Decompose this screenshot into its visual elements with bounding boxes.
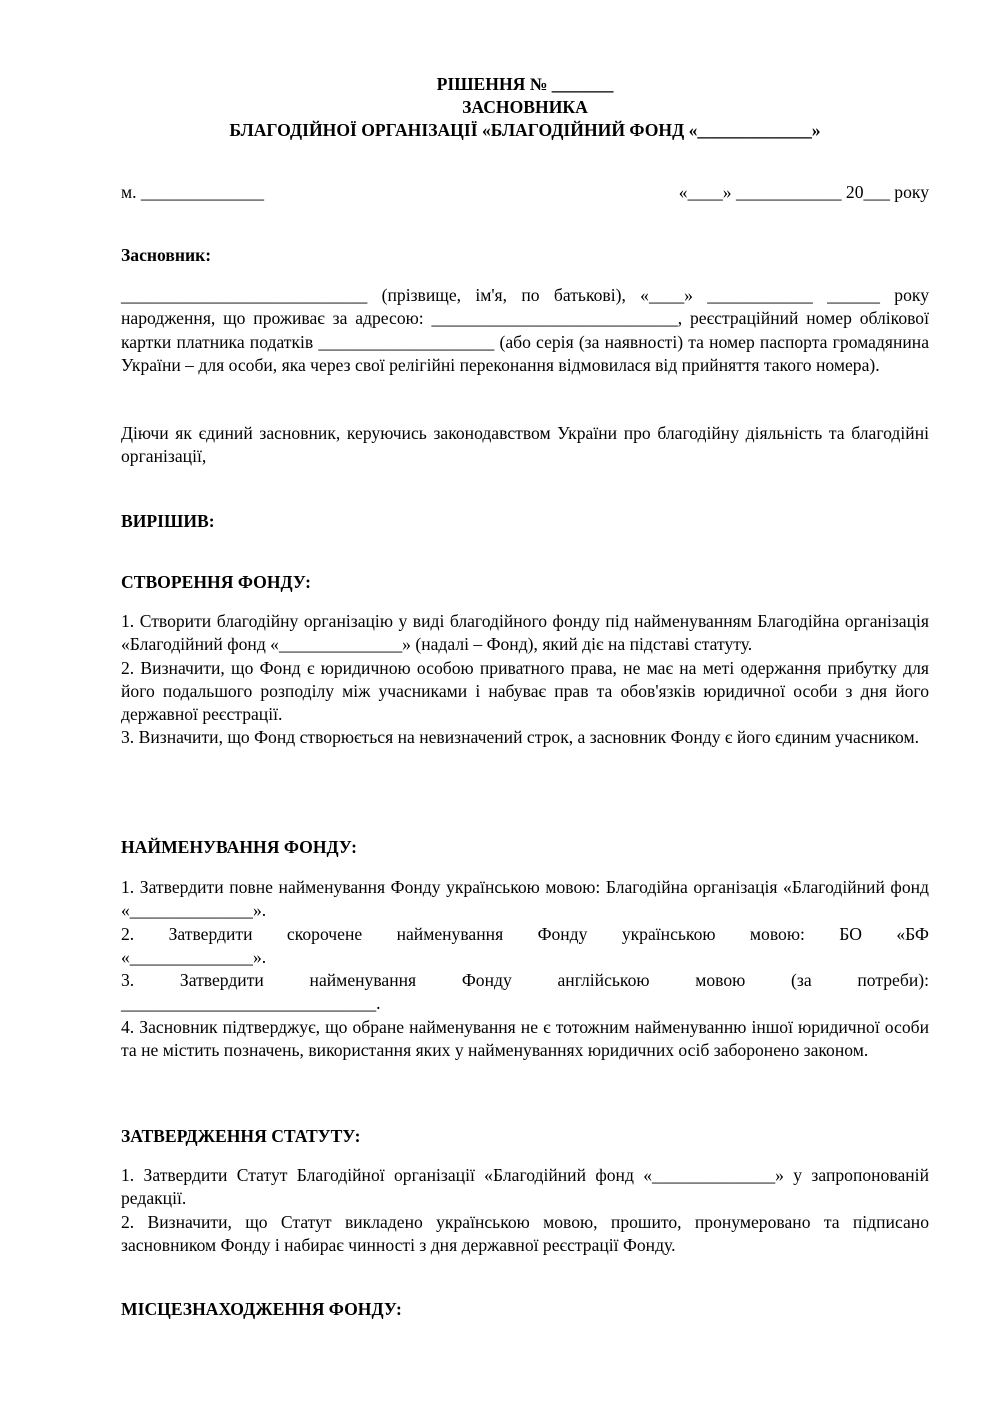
title-decision-number: РІШЕННЯ № _______ [436, 74, 614, 94]
creation-item-2: 2. Визначити, що Фонд є юридичною особою приватного права, не має на меті одержання прибутку для його подальшого розподілу між учасниками і набуває прав та обов'язків юридичної особи з дня його державної реєстрації. [121, 657, 929, 725]
founder-heading: Засновник: [121, 245, 212, 265]
founder-details: ____________________________ (прізвище, ім'я, по батькові), «____» ____________ ______ року народження, що проживає за адресою: ____________________________, реєстраційний номер облікової картки платника податків ____________________ (або серія (за наявності) та номер паспорта громадянина України – для особи, яка через свої релігійні переконання відмовилася від прийняття такого номера). [121, 285, 929, 375]
document-title [121, 72, 929, 96]
statute-item-2: 2. Визначити, що Статут викладено українською мовою, прошито, пронумеровано та підписано засновником Фонду і набирає чинності з дня державної реєстрації Фонду. [121, 1211, 929, 1255]
naming-item-2-tail: «______________». [121, 946, 267, 967]
title-organization: БЛАГОДІЙНОЇ ОРГАНІЗАЦІЇ «БЛАГОДІЙНИЙ ФОНД «_____________» [229, 120, 821, 140]
naming-item-3-word: потреби): [857, 970, 929, 991]
naming-item-3-word: (за [791, 970, 812, 991]
naming-item-2-word: 2. [121, 923, 135, 944]
naming-item-2-word: БО [839, 923, 862, 944]
statute-heading: ЗАТВЕРДЖЕННЯ СТАТУТУ: [121, 1126, 361, 1146]
place-field: м. ______________ [121, 182, 265, 202]
naming-item-3-word: Фонду [461, 970, 512, 991]
naming-item-4: 4. Засновник підтверджує, що обране найменування не є тотожним найменуванню іншої юридичної особи та не містить позначень, використання яких у найменуваннях юридичних осіб заборонено законом. [121, 1016, 929, 1061]
naming-item-1: 1. Затвердити повне найменування Фонду українською мовою: Благодійна організація «Благодійний фонд «______________». [121, 877, 929, 921]
title-founder: ЗАСНОВНИКА [462, 97, 588, 117]
naming-item-2-word: найменування [396, 923, 504, 944]
statute-list [121, 1164, 929, 1257]
naming-item-3-word: англійською [557, 970, 650, 991]
naming-item-2-word: українською [621, 923, 716, 944]
naming-item-3-word: мовою [695, 970, 746, 991]
title-organization-line [121, 118, 929, 142]
naming-item-3-tail: _____________________________. [121, 993, 381, 1014]
statute-item-1: 1. Затвердити Статут Благодійної організації «Благодійний фонд «______________» у запропонованій редакції. [121, 1165, 929, 1209]
title-founder-line [121, 95, 929, 119]
naming-item-2-word: Фонду [537, 923, 588, 944]
naming-item-2-word: скорочене [286, 923, 363, 944]
naming-item-2-word: «БФ [896, 923, 929, 944]
creation-heading: СТВОРЕННЯ ФОНДУ: [121, 572, 311, 592]
naming-item-2 [121, 923, 929, 946]
naming-item-3 [121, 969, 929, 992]
naming-item-2-word: мовою: [749, 923, 805, 944]
naming-heading: НАЙМЕНУВАННЯ ФОНДУ: [121, 837, 357, 857]
creation-item-3: 3. Визначити, що Фонд створюється на невизначений строк, а засновник Фонду є його єдиним учасником. [121, 727, 920, 748]
creation-list [121, 610, 929, 750]
resolved-heading: ВИРІШИВ: [121, 511, 215, 531]
naming-list [121, 876, 929, 1062]
location-heading: МІСЦЕЗНАХОДЖЕННЯ ФОНДУ: [121, 1299, 402, 1319]
naming-item-3-word: Затвердити [179, 970, 264, 991]
creation-item-1: 1. Створити благодійну організацію у виді благодійного фонду під найменуванням Благодійна організація «Благодійний фонд «______________» (надалі – Фонд), який діє на підставі статуту. [121, 611, 929, 655]
naming-item-2-word: Затвердити [168, 923, 253, 944]
date-field: «____» ____________ 20___ року [678, 182, 929, 202]
naming-item-3-word: найменування [309, 970, 417, 991]
preamble-paragraph: Діючи як єдиний засновник, керуючись законодавством України про благодійну діяльність та благодійні організації, [121, 423, 929, 467]
naming-item-3-word: 3. [121, 970, 135, 991]
place-date-row [121, 180, 929, 204]
